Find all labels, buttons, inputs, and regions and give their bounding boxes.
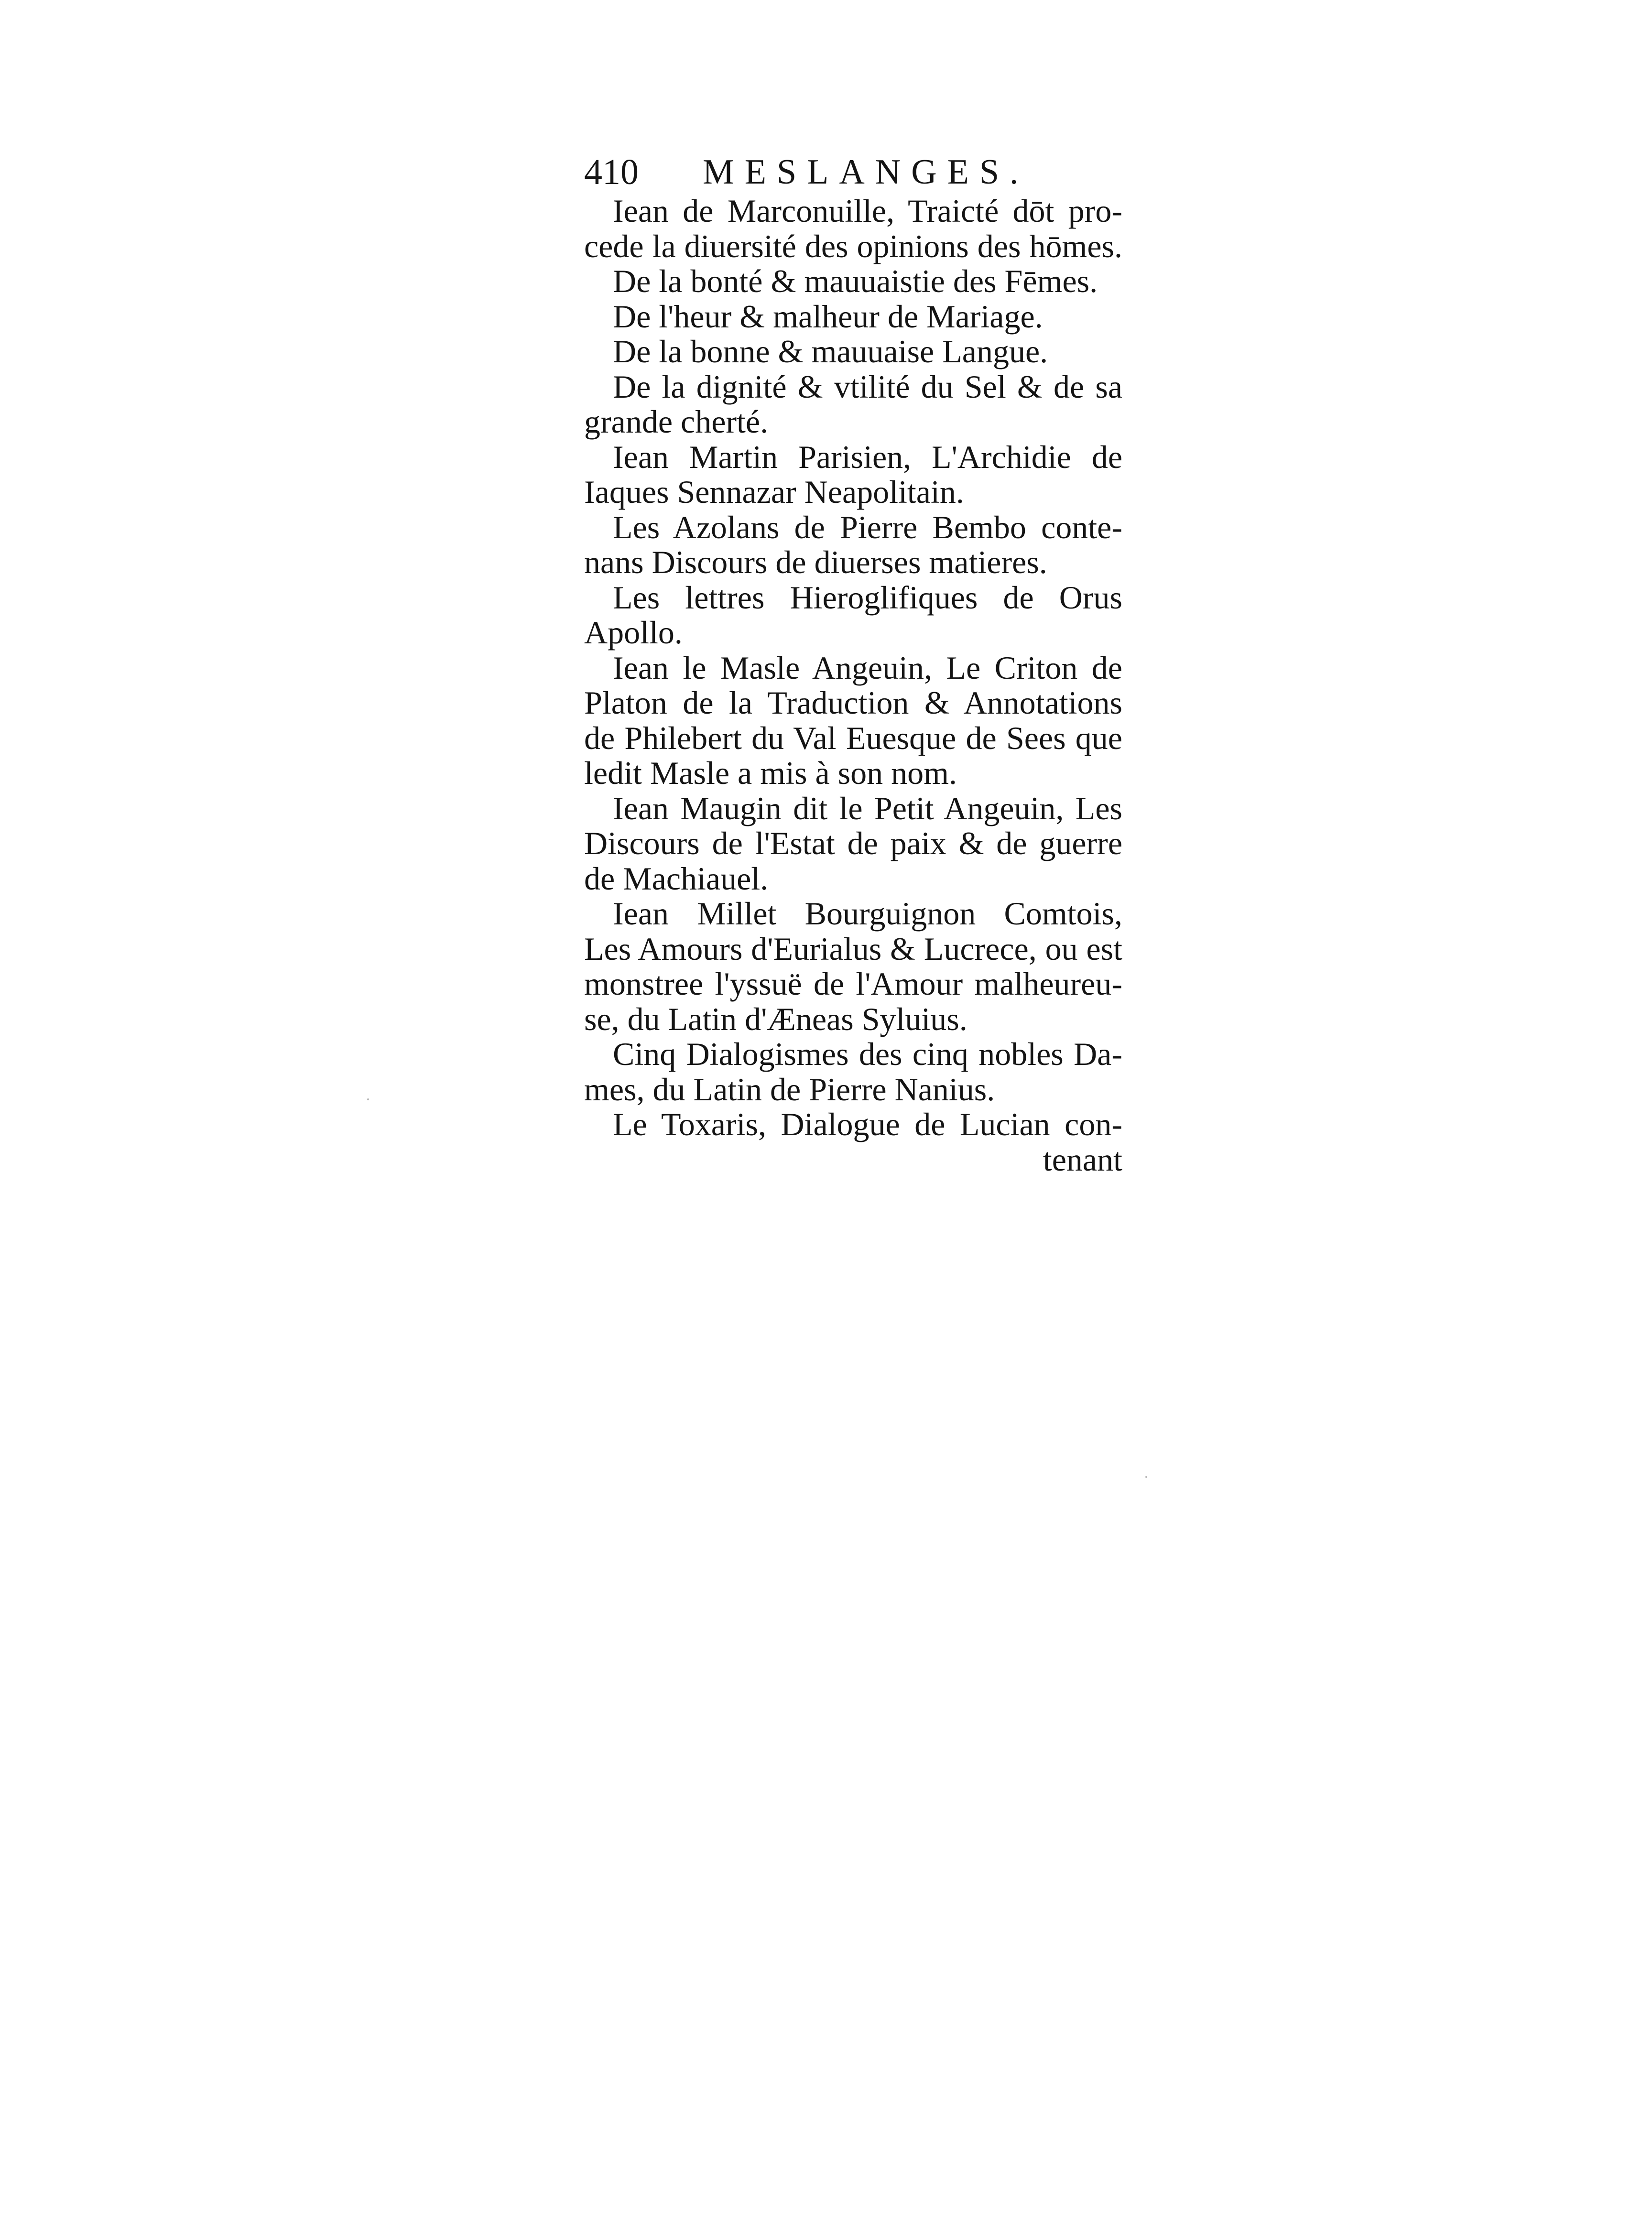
paper-speck — [1145, 1476, 1147, 1478]
text-line: cede la diuersité des opinions des hōmes. — [584, 228, 1122, 264]
text-line: Cinq Dialogismes des cinq nobles Da- — [613, 1036, 1122, 1072]
text-line: nans Discours de diuerses matieres. — [584, 544, 1047, 580]
text-line: Les lettres Hieroglifiques de Orus — [613, 579, 1122, 616]
text-line: de Machiauel. — [584, 860, 769, 897]
page-number: 410 — [584, 152, 639, 192]
text-line: Les Azolans de Pierre Bembo conte- — [613, 509, 1122, 545]
text-block — [584, 151, 1122, 1177]
text-line: Iean de Marconuille, Traicté dōt pro- — [613, 193, 1122, 229]
text-line: Iean Maugin dit le Petit Angeuin, Les — [613, 790, 1122, 826]
text-line: Discours de l'Estat de paix & de guerre — [584, 825, 1122, 861]
text-line: ledit Masle a mis à son nom. — [584, 755, 957, 791]
text-line: De la bonne & mauuaise Langue. — [613, 333, 1048, 369]
text-line: Iean le Masle Angeuin, Le Criton de — [613, 649, 1122, 686]
text-line: Apollo. — [584, 614, 683, 651]
running-head: MESLANGES. — [703, 152, 1029, 192]
catchword: tenant — [1043, 1141, 1122, 1178]
text-line: Iean Martin Parisien, L'Archidie de — [613, 438, 1122, 475]
text-line: mes, du Latin de Pierre Nanius. — [584, 1071, 995, 1107]
text-line: Les Amours d'Eurialus & Lucrece, ou est — [584, 930, 1122, 967]
text-line: Iean Millet Bourguignon Comtois, — [613, 895, 1122, 932]
text-line: Le Toxaris, Dialogue de Lucian con- — [613, 1106, 1122, 1142]
text-line: Iaques Sennazar Neapolitain. — [584, 474, 964, 510]
text-line: De la bonté & mauuaistie des Fēmes. — [613, 263, 1098, 299]
text-line: Platon de la Traduction & Annotations — [584, 684, 1122, 721]
text-line: de Philebert du Val Euesque de Sees que — [584, 719, 1122, 756]
text-line: De la dignité & vtilité du Sel & de sa — [613, 368, 1122, 405]
text-line: De l'heur & malheur de Mariage. — [613, 298, 1043, 335]
text-line: monstree l'yssuë de l'Amour malheureu- — [584, 966, 1122, 1002]
text-line: se, du Latin d'Æneas Syluius. — [584, 1000, 967, 1037]
page-header — [584, 151, 1122, 194]
text-line: grande cherté. — [584, 403, 769, 440]
paper-speck — [367, 1098, 369, 1100]
body-text — [584, 194, 1122, 1142]
